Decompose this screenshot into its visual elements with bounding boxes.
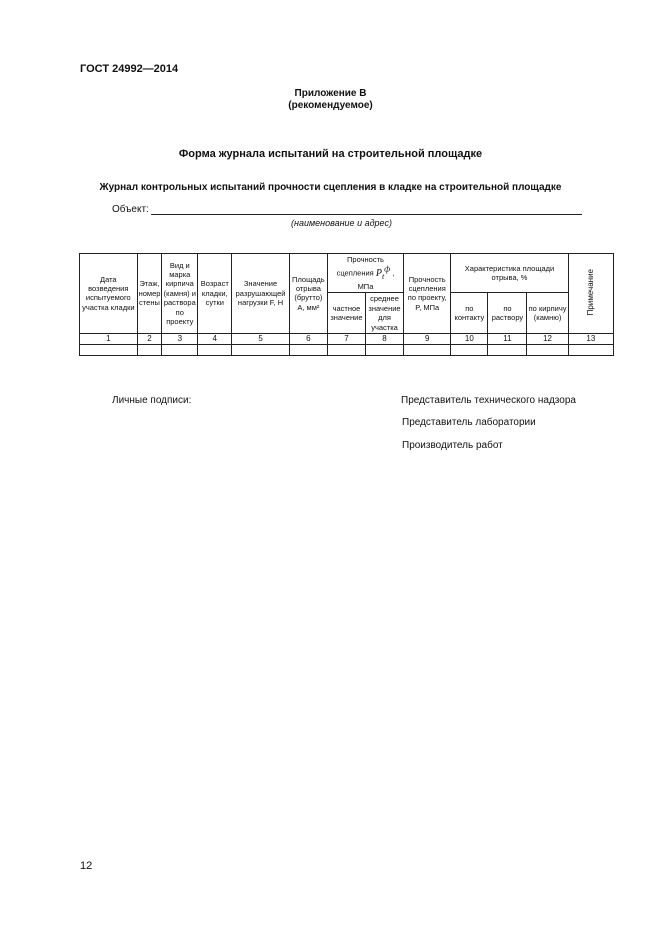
header-partial-value: частное значение xyxy=(327,293,365,334)
table-cell[interactable] xyxy=(289,344,327,355)
appendix-kind: (рекомендуемое) xyxy=(288,100,373,111)
table-cell[interactable] xyxy=(327,344,365,355)
object-input-line[interactable] xyxy=(151,204,582,215)
header-brick-type: Вид и марка кирпича (камня) и раствора по проекту xyxy=(162,254,198,334)
table-cell[interactable] xyxy=(404,344,451,355)
signature-tech-supervision: Представитель технического надзора xyxy=(401,395,576,406)
signature-laboratory: Представитель лаборатории xyxy=(402,417,536,428)
header-date: Дата возведения испытуемого участка кладки xyxy=(80,254,138,334)
table-cell[interactable] xyxy=(80,344,138,355)
column-number: 10 xyxy=(451,333,488,344)
header-design-strength: Прочность сцепления по проекту, P, МПа xyxy=(404,254,451,334)
column-number: 2 xyxy=(137,333,162,344)
column-number: 12 xyxy=(527,333,568,344)
column-number: 3 xyxy=(162,333,198,344)
header-detach-group: Характеристика площади отрыва, % xyxy=(451,254,568,293)
strength-symbol: $P_t^ф$ xyxy=(375,264,391,281)
object-hint: (наименование и адрес) xyxy=(291,218,392,228)
table-cell[interactable] xyxy=(488,344,527,355)
page-number: 12 xyxy=(80,860,93,872)
appendix-title: Приложение В xyxy=(294,88,367,99)
object-label: Объект: xyxy=(112,204,149,215)
document-code: ГОСТ 24992—2014 xyxy=(80,63,179,75)
journal-title: Журнал контрольных испытаний прочности сцепления в кладке на строительной площадке xyxy=(99,182,562,193)
column-number: 11 xyxy=(488,333,527,344)
header-note: Примечание xyxy=(568,254,613,334)
form-title: Форма журнала испытаний на строительной площадке xyxy=(178,148,483,160)
header-load: Значение разрушающей нагрузки F, Н xyxy=(232,254,290,334)
table-cell[interactable] xyxy=(198,344,232,355)
column-number: 9 xyxy=(404,333,451,344)
column-number: 13 xyxy=(568,333,613,344)
header-area: Площадь отрыва (брутто) A, мм² xyxy=(289,254,327,334)
signatures-label: Личные подписи: xyxy=(112,395,192,406)
table-cell[interactable] xyxy=(162,344,198,355)
table-cell[interactable] xyxy=(451,344,488,355)
column-number: 7 xyxy=(327,333,365,344)
column-number: 1 xyxy=(80,333,138,344)
signature-works-manager: Производитель работ xyxy=(402,440,503,451)
column-number: 8 xyxy=(365,333,403,344)
header-strength-group: Прочность сцепления $P_t^ф$ , МПа xyxy=(327,254,403,293)
table-row xyxy=(80,344,614,355)
header-age: Возраст кладки, сутки xyxy=(198,254,232,334)
object-field xyxy=(112,204,582,215)
table-cell[interactable] xyxy=(568,344,613,355)
header-floor-wall: Этаж, номер стены xyxy=(137,254,162,334)
table-cell[interactable] xyxy=(232,344,290,355)
table-cell[interactable] xyxy=(365,344,403,355)
header-mean-value: среднее значение для участка xyxy=(365,293,403,334)
table-cell[interactable] xyxy=(137,344,162,355)
column-number: 6 xyxy=(289,333,327,344)
column-number: 4 xyxy=(198,333,232,344)
header-by-brick: по кирпичу (камню) xyxy=(527,293,568,334)
header-by-contact: по контакту xyxy=(451,293,488,334)
header-by-mortar: по раствору xyxy=(488,293,527,334)
column-number: 5 xyxy=(232,333,290,344)
journal-table xyxy=(79,253,614,356)
table-cell[interactable] xyxy=(527,344,568,355)
column-numbers-row xyxy=(80,333,614,344)
